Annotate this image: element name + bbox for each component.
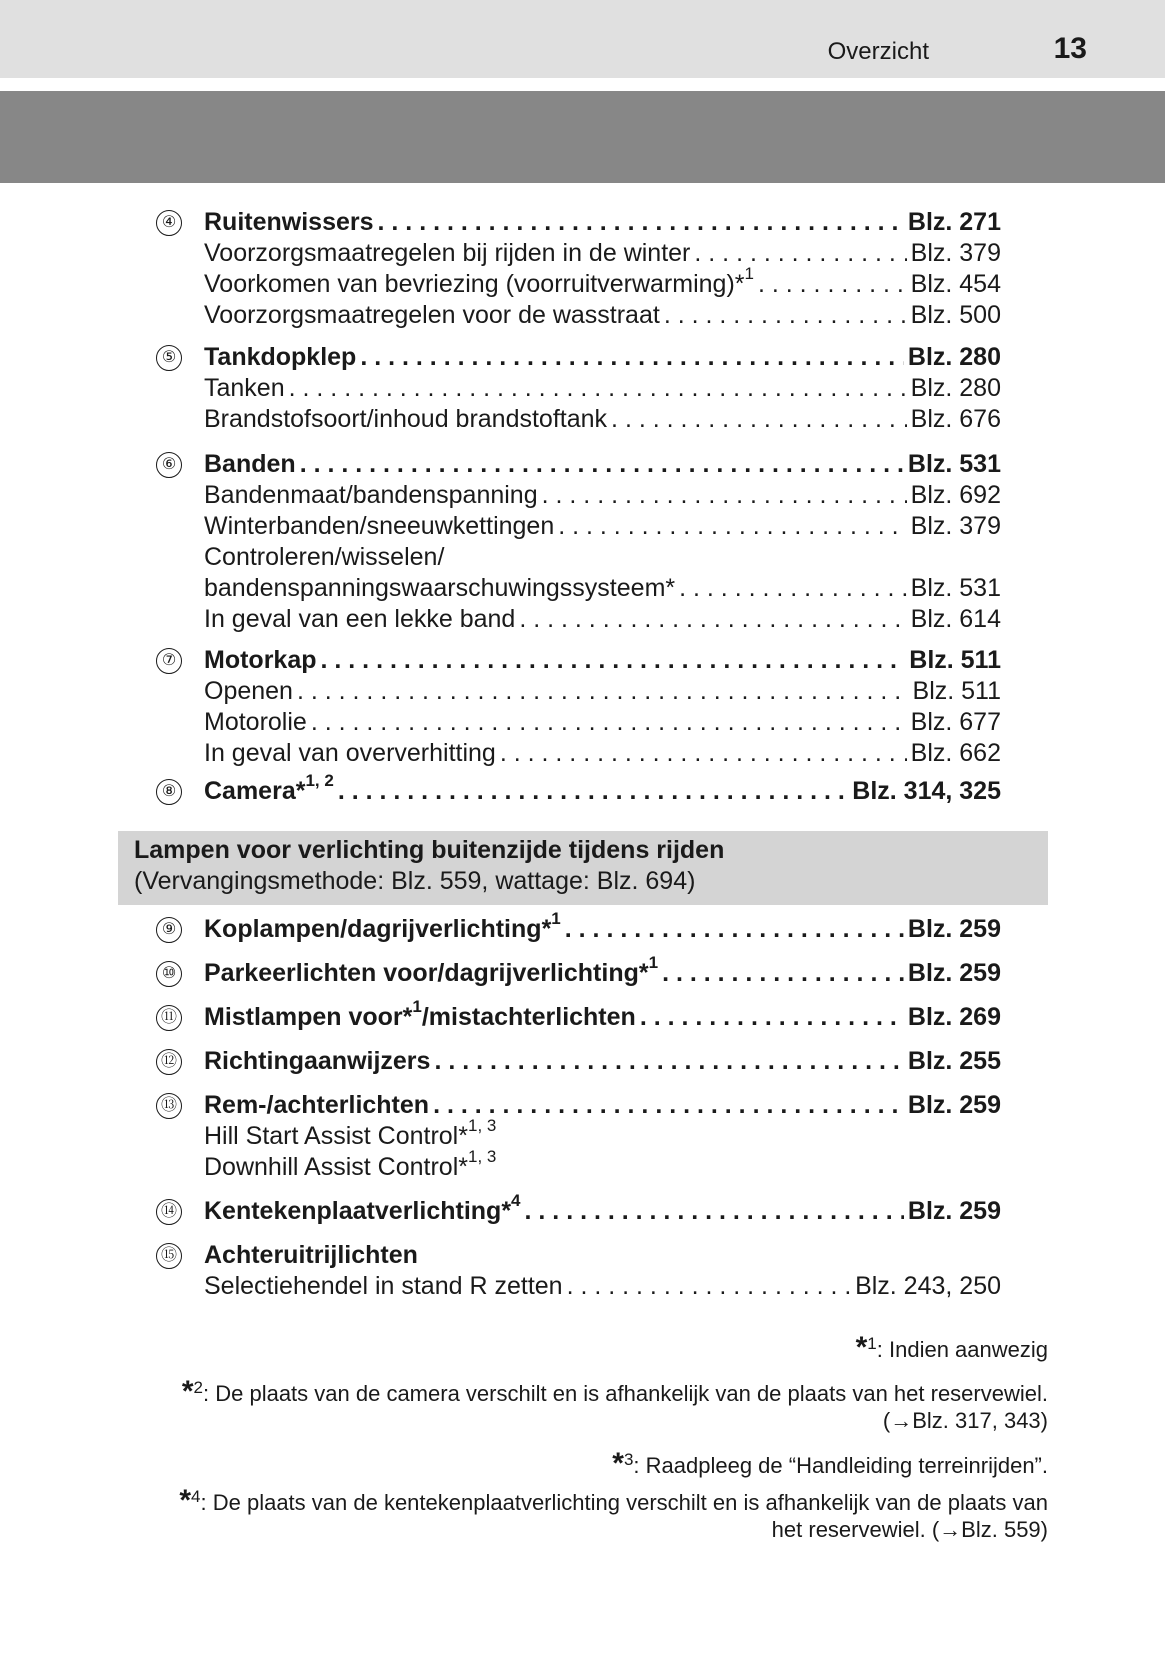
index-entry [156, 449, 1001, 635]
page-reference[interactable]: Blz. 662 [910, 739, 1001, 767]
footnote-4 [179, 1484, 1048, 1543]
entry-label-text: Banden [204, 450, 296, 478]
entry-number-badge: ⑪ [156, 1005, 182, 1031]
footnote-number: 1 [867, 1334, 877, 1353]
page-reference[interactable]: Blz. 280 [910, 374, 1001, 402]
footnote-asterisk: * [638, 959, 649, 987]
entry-label-text: Winterbanden/sneeuwkettingen [204, 512, 555, 540]
leader-dots [360, 342, 904, 373]
footnote-2 [181, 1375, 1048, 1434]
footnote-asterisk: * [458, 1122, 468, 1150]
index-heading-line[interactable] [204, 771, 1001, 807]
index-heading-line[interactable] [204, 1191, 1001, 1227]
entry-label [204, 738, 496, 769]
page-header [0, 0, 1165, 78]
entry-label [204, 1046, 430, 1077]
index-entry [156, 997, 1001, 1033]
footnote-reference: 1 [744, 264, 754, 283]
footnote-marker: * [179, 1484, 192, 1517]
index-subentry-line[interactable] [204, 1116, 1001, 1152]
page-reference[interactable]: Blz. 269 [907, 1003, 1001, 1031]
header-section-title: Overzicht [827, 38, 929, 65]
page-reference[interactable]: Blz. 692 [910, 481, 1001, 509]
entry-label-text: Tanken [204, 374, 285, 402]
entry-label [204, 573, 675, 604]
index-subentry-line[interactable] [204, 676, 1001, 707]
page-reference[interactable]: Blz. 500 [910, 301, 1001, 329]
leader-dots [525, 1196, 904, 1227]
footnote-text: : De plaats van de kentekenplaatverlichting verschilt en is afhankelijk van de plaats van [200, 1490, 1048, 1515]
entry-label [204, 771, 334, 807]
index-subentry-line[interactable] [204, 480, 1001, 511]
leader-dots [378, 207, 904, 238]
entry-label [204, 1240, 418, 1271]
entry-label-text: Kentekenplaatverlichting [204, 1197, 502, 1225]
entry-label [204, 511, 554, 542]
entry-label-text: /mistachterlichten [421, 1003, 636, 1031]
page-reference[interactable]: Blz. 379 [910, 239, 1001, 267]
entry-label-text: Motorolie [204, 708, 307, 736]
index-entry [156, 771, 1001, 807]
index-subentry-line[interactable] [204, 511, 1001, 542]
footnote-marker: * [855, 1331, 868, 1364]
entry-label [204, 342, 356, 373]
footnote-asterisk: * [501, 1197, 512, 1225]
page-reference[interactable]: Blz. 259 [907, 959, 1001, 987]
entry-label-text: Achteruitrijlichten [204, 1241, 418, 1269]
index-entry [156, 207, 1001, 331]
footnote-text-cont: het reservewiel. (→Blz. 559) [771, 1517, 1048, 1542]
entry-label-text: In geval van een lekke band [204, 605, 516, 633]
entry-label [204, 997, 636, 1033]
leader-dots [664, 300, 907, 331]
footnote-asterisk: * [734, 270, 745, 298]
footnote-text: : Indien aanwezig [876, 1337, 1048, 1362]
index-subentry-line[interactable] [204, 604, 1001, 635]
entry-label [204, 909, 561, 945]
index-entry [156, 1046, 1001, 1077]
footnote-reference: 4 [511, 1191, 521, 1210]
index-heading-line[interactable] [204, 645, 1001, 676]
page-number: 13 [1053, 32, 1087, 65]
index-subentry-line[interactable] [204, 300, 1001, 331]
page-reference[interactable]: Blz. 614 [910, 605, 1001, 633]
entry-label [204, 953, 659, 989]
leader-dots [565, 914, 904, 945]
index-entry [156, 1191, 1001, 1227]
footnote-text: : Raadpleeg de “Handleiding terreinrijden”. [633, 1453, 1048, 1478]
footnote-reference: 1 [648, 953, 659, 972]
footnote-reference: 1, 3 [467, 1116, 497, 1135]
index-subentry-line[interactable] [204, 738, 1001, 769]
page-reference[interactable]: Blz. 280 [907, 343, 1001, 371]
entry-number-badge: ⑮ [156, 1243, 182, 1269]
entry-label [204, 676, 293, 707]
index-subentry-line[interactable] [204, 573, 1001, 604]
section-title: Lampen voor verlichting buitenzijde tijdens rijden [134, 836, 725, 864]
page-reference[interactable]: Blz. 259 [907, 1197, 1001, 1225]
leader-dots [662, 958, 904, 989]
entry-label [204, 604, 515, 635]
index-heading-line[interactable] [204, 342, 1001, 373]
entry-label [204, 1090, 429, 1121]
entry-label [204, 207, 374, 238]
index-heading-line[interactable] [204, 1046, 1001, 1077]
footnote-asterisk: * [541, 915, 552, 943]
entry-label [204, 645, 317, 676]
index-entry [156, 1240, 1001, 1302]
page-reference[interactable]: Blz. 511 [909, 646, 1001, 674]
section-heading-box [118, 831, 1048, 905]
entry-number-badge: ⑧ [156, 779, 182, 805]
footnote-reference: 1, 2 [305, 771, 334, 790]
entry-label [204, 542, 444, 573]
leader-dots [500, 738, 907, 769]
page-reference[interactable]: Blz. 243, 250 [855, 1272, 1001, 1300]
footnote-3 [612, 1447, 1048, 1480]
leader-dots [433, 1090, 904, 1121]
entry-label [204, 449, 296, 480]
entry-label-text: Ruitenwissers [204, 208, 374, 236]
footnote-asterisk: * [458, 1153, 468, 1181]
entry-number-badge: ⑫ [156, 1049, 182, 1075]
footnote-marker: * [612, 1447, 624, 1480]
entry-label-text: Voorzorgsmaatregelen voor de wasstraat [204, 301, 660, 329]
footnote-asterisk: * [402, 1003, 413, 1031]
leader-dots [338, 776, 848, 807]
page-reference[interactable]: Blz. 531 [910, 574, 1001, 602]
index-subentry-line[interactable] [204, 1271, 1001, 1302]
index-heading-line[interactable] [204, 207, 1001, 238]
leader-dots [758, 269, 907, 300]
entry-label-text: Controleren/wisselen/ [204, 543, 445, 571]
index-subentry-line[interactable] [204, 707, 1001, 738]
index-heading-line[interactable] [204, 1240, 1001, 1271]
page-reference[interactable]: Blz. 314, 325 [852, 777, 1001, 805]
page-reference[interactable]: Blz. 259 [907, 915, 1001, 943]
entry-label-text: Bandenmaat/bandenspanning [204, 481, 538, 509]
entry-label [204, 264, 754, 300]
index-heading-line[interactable] [204, 997, 1001, 1033]
entry-label [204, 707, 307, 738]
entry-label [204, 1191, 521, 1227]
index-entry [156, 342, 1001, 435]
page-reference[interactable]: Blz. 379 [910, 512, 1001, 540]
page-reference[interactable]: Blz. 271 [907, 208, 1001, 236]
footnote-reference: 1, 3 [468, 1147, 497, 1166]
page-reference[interactable]: Blz. 677 [910, 708, 1001, 736]
entry-label [204, 404, 607, 435]
leader-dots [434, 1046, 903, 1077]
page-reference[interactable]: Blz. 259 [907, 1091, 1001, 1119]
entry-label-text: bandenspanningswaarschuwingssysteem [204, 574, 666, 602]
footnote-text: : De plaats van de camera verschilt en is afhankelijk van de plaats van het reservewiel. [203, 1381, 1048, 1406]
footnote-asterisk: * [295, 777, 306, 805]
entry-number-badge: ④ [156, 210, 182, 236]
leader-dots [679, 573, 907, 604]
page-reference[interactable]: Blz. 531 [907, 450, 1001, 478]
index-heading-line[interactable] [204, 449, 1001, 480]
entry-label-text: Selectiehendel in stand R zetten [204, 1272, 563, 1300]
index-subentry-line[interactable] [204, 404, 1001, 435]
entry-label-text: Openen [204, 677, 293, 705]
index-heading-line[interactable] [204, 953, 1001, 989]
entry-label-text: Voorkomen van bevriezing (voorruitverwarming) [204, 270, 735, 298]
entry-label [204, 238, 690, 269]
leader-dots [519, 604, 906, 635]
index-subentry-line[interactable] [204, 1147, 1001, 1183]
entry-label-text: Parkeerlichten voor/dagrijverlichting [204, 959, 639, 987]
index-entry [156, 1090, 1001, 1183]
page-reference[interactable]: Blz. 676 [910, 405, 1001, 433]
entry-number-badge: ⑥ [156, 452, 182, 478]
footnote-number: 4 [191, 1487, 201, 1506]
entry-label-text: Camera [204, 777, 296, 805]
entry-label-text: Downhill Assist Control [204, 1153, 459, 1181]
footnote-text-cont: (→Blz. 317, 343) [882, 1408, 1048, 1433]
footnote-number: 2 [193, 1378, 203, 1397]
index-subentry-line[interactable] [204, 542, 1001, 573]
leader-dots [289, 373, 907, 404]
entry-number-badge: ⑨ [156, 917, 182, 943]
entry-label [204, 480, 538, 511]
entry-label [204, 300, 660, 331]
entry-label-text: In geval van oververhitting [204, 739, 496, 767]
footnote-marker: * [181, 1375, 194, 1408]
entry-number-badge: ⑩ [156, 961, 182, 987]
leader-dots [558, 511, 906, 542]
entry-label-text: Rem-/achterlichten [204, 1091, 430, 1119]
leader-dots [640, 1002, 904, 1033]
leader-dots [611, 404, 907, 435]
entry-number-badge: ⑤ [156, 345, 182, 371]
section-subtitle: (Vervangingsmethode: Blz. 559, wattage: Blz. 694) [134, 867, 696, 895]
entry-label [204, 1147, 497, 1183]
footnote-number: 3 [623, 1450, 634, 1469]
header-gray-band [0, 91, 1165, 183]
leader-dots [321, 645, 906, 676]
index-heading-line[interactable] [204, 1090, 1001, 1121]
entry-number-badge: ⑦ [156, 648, 182, 674]
leader-dots [567, 1271, 851, 1302]
entry-label-text: Richtingaanwijzers [204, 1047, 431, 1075]
index-entry [156, 953, 1001, 989]
index-subentry-line[interactable] [204, 264, 1001, 300]
entry-label-text: Motorkap [204, 646, 317, 674]
page-reference[interactable]: Blz. 454 [910, 270, 1001, 298]
entry-label-text: Tankdopklep [204, 343, 357, 371]
leader-dots [300, 449, 904, 480]
page-reference[interactable]: Blz. 255 [907, 1047, 1001, 1075]
leader-dots [311, 707, 907, 738]
entry-label [204, 1116, 497, 1152]
leader-dots [542, 480, 907, 511]
index-heading-line[interactable] [204, 909, 1001, 945]
index-subentry-line[interactable] [204, 238, 1001, 269]
entry-label-text: Mistlampen voor [204, 1003, 403, 1031]
entry-number-badge: ⑭ [156, 1199, 182, 1225]
index-entry [156, 909, 1001, 945]
index-subentry-line[interactable] [204, 373, 1001, 404]
footnote-asterisk: * [665, 574, 676, 602]
entry-label [204, 1271, 563, 1302]
footnote-1 [855, 1331, 1048, 1364]
entry-label-text: Koplampen/dagrijverlichting [204, 915, 542, 943]
leader-dots [694, 238, 906, 269]
index-entry [156, 645, 1001, 769]
footnote-reference: 1 [551, 909, 561, 928]
page-reference[interactable]: Blz. 511 [912, 677, 1001, 705]
leader-dots [297, 676, 909, 707]
entry-label-text: Voorzorgsmaatregelen bij rijden in de winter [204, 239, 691, 267]
footnote-reference: 1 [412, 997, 422, 1016]
entry-label [204, 373, 285, 404]
entry-label-text: Brandstofsoort/inhoud brandstoftank [204, 405, 608, 433]
entry-number-badge: ⑬ [156, 1093, 182, 1119]
entry-label-text: Hill Start Assist Control [204, 1122, 459, 1150]
